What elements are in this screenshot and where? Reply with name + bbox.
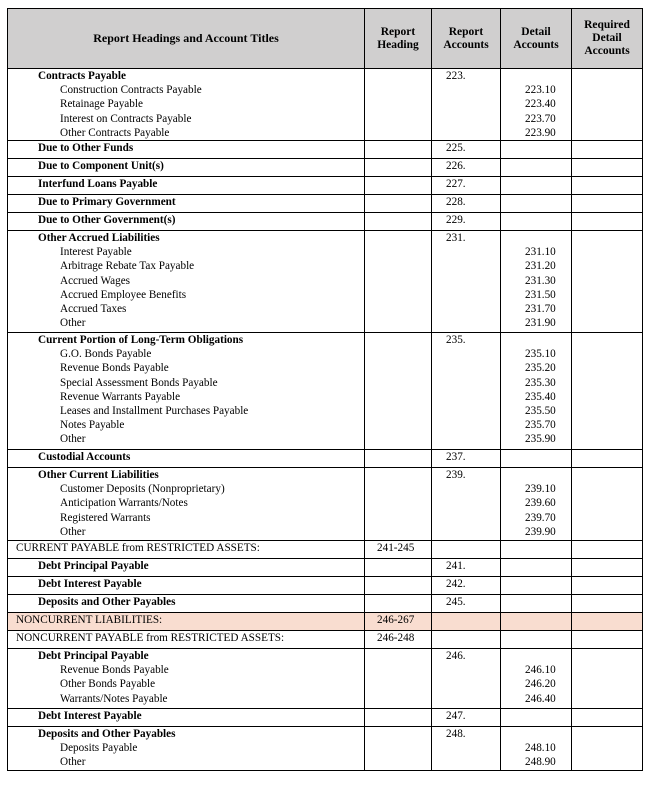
report-heading-cell: 241-245 — [365, 541, 432, 559]
report-account-cell: 239. — [432, 468, 501, 541]
cell-spacer — [525, 69, 571, 83]
account-title: Due to Other Funds — [38, 142, 134, 155]
detail-account-title: Accrued Wages — [60, 274, 131, 287]
detail-account-title: Leases and Installment Purchases Payable — [60, 405, 249, 418]
report-heading-cell — [365, 159, 432, 177]
detail-account-number: 246.10 — [525, 664, 556, 677]
report-account-cell: 231. — [432, 231, 501, 333]
detail-account-number: 235.50 — [525, 405, 556, 418]
detail-account-number: 223.10 — [525, 84, 556, 97]
detail-account-title: Revenue Warrants Payable — [60, 390, 181, 403]
report-heading-cell — [365, 141, 432, 159]
account-title-cell — [8, 141, 365, 159]
required-detail-cell — [572, 231, 643, 333]
detail-account-title: Deposits Payable — [60, 742, 138, 755]
account-title: Debt Principal Payable — [38, 650, 149, 663]
account-title-cell — [8, 69, 365, 141]
table-row — [8, 613, 643, 631]
report-account-cell: 241. — [432, 559, 501, 577]
detail-account-number: 231.90 — [525, 317, 556, 330]
required-detail-cell — [572, 333, 643, 450]
required-detail-cell — [572, 541, 643, 559]
table-row — [8, 231, 643, 333]
account-title: Contracts Payable — [38, 70, 126, 82]
report-heading-cell — [365, 649, 432, 709]
required-detail-cell — [572, 577, 643, 595]
account-title-cell — [8, 177, 365, 195]
detail-account-number: 246.20 — [525, 678, 556, 691]
table-row — [8, 141, 643, 159]
account-title-cell — [8, 631, 365, 649]
detail-account-title: Other — [60, 756, 86, 769]
report-heading-cell: 246-248 — [365, 631, 432, 649]
required-detail-cell — [572, 69, 643, 141]
detail-account-number: 235.70 — [525, 419, 556, 432]
report-heading-cell — [365, 195, 432, 213]
report-heading-cell: 246-267 — [365, 613, 432, 631]
detail-accounts-cell — [501, 159, 572, 177]
detail-accounts-cell — [501, 177, 572, 195]
required-detail-cell — [572, 141, 643, 159]
report-heading-cell — [365, 559, 432, 577]
cell-spacer — [525, 649, 571, 663]
account-title-cell — [8, 195, 365, 213]
report-heading-cell — [365, 727, 432, 771]
detail-accounts-cell — [501, 709, 572, 727]
report-account-cell — [432, 541, 501, 559]
detail-account-title: Anticipation Warrants/Notes — [60, 497, 188, 510]
detail-account-title: Revenue Bonds Payable — [60, 362, 169, 375]
header-required-detail-accounts: Required Detail Accounts — [572, 9, 643, 69]
account-title-cell — [8, 559, 365, 577]
section-heading: NONCURRENT PAYABLE from RESTRICTED ASSETS: — [16, 632, 285, 645]
report-account-cell: 229. — [432, 213, 501, 231]
table-row — [8, 195, 643, 213]
detail-accounts-cell — [501, 333, 572, 450]
report-account-cell: 246. — [432, 649, 501, 709]
table-row — [8, 69, 643, 141]
detail-accounts-cell — [501, 450, 572, 468]
table-row — [8, 213, 643, 231]
detail-account-number: 223.70 — [525, 112, 556, 125]
detail-account-title: Interest on Contracts Payable — [60, 112, 192, 125]
report-heading-cell — [365, 69, 432, 141]
report-account-cell: 247. — [432, 709, 501, 727]
detail-accounts-cell — [501, 141, 572, 159]
account-title-cell — [8, 595, 365, 613]
report-heading-cell — [365, 468, 432, 541]
table-row — [8, 450, 643, 468]
required-detail-cell — [572, 613, 643, 631]
detail-account-number: 239.70 — [525, 511, 556, 524]
detail-account-title: Other — [60, 433, 86, 446]
detail-account-title: Arbitrage Rebate Tax Payable — [60, 260, 195, 273]
account-title-cell — [8, 468, 365, 541]
account-title-cell — [8, 333, 365, 450]
detail-account-title: Customer Deposits (Nonproprietary) — [60, 483, 225, 496]
required-detail-cell — [572, 727, 643, 771]
report-heading-cell — [365, 333, 432, 450]
detail-account-title: Warrants/Notes Payable — [60, 692, 168, 705]
detail-account-title: Other — [60, 317, 86, 330]
report-account-cell: 228. — [432, 195, 501, 213]
report-account-cell: 227. — [432, 177, 501, 195]
required-detail-cell — [572, 159, 643, 177]
detail-accounts-cell — [501, 631, 572, 649]
detail-account-number: 231.30 — [525, 274, 556, 287]
detail-account-title: Accrued Taxes — [60, 303, 127, 316]
report-account-cell: 225. — [432, 141, 501, 159]
required-detail-cell — [572, 177, 643, 195]
table-row — [8, 559, 643, 577]
detail-accounts-cell — [501, 577, 572, 595]
account-title-cell — [8, 541, 365, 559]
account-title-cell — [8, 450, 365, 468]
chart-of-accounts-table — [7, 8, 643, 771]
detail-account-number: 246.40 — [525, 692, 556, 705]
detail-account-number: 235.30 — [525, 376, 556, 389]
header-report-accounts: Report Accounts — [432, 9, 501, 69]
required-detail-cell — [572, 195, 643, 213]
table-row — [8, 468, 643, 541]
table-row — [8, 177, 643, 195]
detail-account-title: Special Assessment Bonds Payable — [60, 376, 218, 389]
detail-account-title: Retainage Payable — [60, 98, 143, 111]
report-heading-cell — [365, 231, 432, 333]
detail-accounts-cell — [501, 649, 572, 709]
cell-spacer — [525, 468, 571, 482]
detail-account-title: Registered Warrants — [60, 511, 151, 524]
table-header — [8, 9, 643, 69]
report-account-cell — [432, 631, 501, 649]
account-title-cell — [8, 213, 365, 231]
table-row — [8, 709, 643, 727]
detail-account-number: 231.10 — [525, 246, 556, 259]
header-titles: Report Headings and Account Titles — [8, 9, 365, 69]
account-title: Due to Primary Government — [38, 196, 176, 209]
detail-account-number: 223.90 — [525, 126, 556, 139]
table-row — [8, 333, 643, 450]
detail-account-number: 235.20 — [525, 362, 556, 375]
account-title: Custodial Accounts — [38, 451, 131, 464]
detail-account-title: Revenue Bonds Payable — [60, 664, 169, 677]
detail-accounts-cell — [501, 613, 572, 631]
account-title: Debt Principal Payable — [38, 560, 149, 573]
detail-account-number: 235.40 — [525, 390, 556, 403]
required-detail-cell — [572, 559, 643, 577]
table-row — [8, 159, 643, 177]
detail-account-title: Interest Payable — [60, 246, 132, 259]
report-heading-cell — [365, 450, 432, 468]
report-heading-cell — [365, 595, 432, 613]
detail-account-number: 239.10 — [525, 483, 556, 496]
account-title: Debt Interest Payable — [38, 710, 142, 723]
table-row — [8, 541, 643, 559]
account-title: Other Accrued Liabilities — [38, 232, 160, 245]
detail-account-number: 248.90 — [525, 756, 556, 769]
section-heading: CURRENT PAYABLE from RESTRICTED ASSETS: — [16, 542, 260, 555]
required-detail-cell — [572, 468, 643, 541]
required-detail-cell — [572, 595, 643, 613]
detail-account-title: Construction Contracts Payable — [60, 84, 202, 97]
detail-accounts-cell — [501, 559, 572, 577]
required-detail-cell — [572, 709, 643, 727]
detail-account-number: 223.40 — [525, 98, 556, 111]
account-title: Current Portion of Long-Term Obligations — [38, 334, 244, 347]
table-row — [8, 649, 643, 709]
detail-accounts-cell — [501, 468, 572, 541]
detail-account-title: Other — [60, 525, 86, 538]
report-account-cell: 245. — [432, 595, 501, 613]
report-heading-cell — [365, 709, 432, 727]
detail-account-number: 248.10 — [525, 742, 556, 755]
account-title-cell — [8, 649, 365, 709]
header-report-heading: Report Heading — [365, 9, 432, 69]
detail-account-number: 231.20 — [525, 260, 556, 273]
detail-account-number: 235.10 — [525, 348, 556, 361]
account-title: Deposits and Other Payables — [38, 596, 176, 609]
detail-accounts-cell — [501, 595, 572, 613]
cell-spacer — [525, 727, 571, 741]
detail-accounts-cell — [501, 195, 572, 213]
report-account-cell — [432, 613, 501, 631]
detail-account-number: 231.50 — [525, 288, 556, 301]
detail-account-number: 235.90 — [525, 433, 556, 446]
account-title-cell — [8, 159, 365, 177]
account-title: Other Current Liabilities — [38, 469, 159, 482]
report-account-cell: 223. — [432, 69, 501, 141]
detail-account-number: 239.90 — [525, 525, 556, 538]
report-heading-cell — [365, 177, 432, 195]
table-row — [8, 631, 643, 649]
detail-account-title: Notes Payable — [60, 419, 125, 432]
account-title: Debt Interest Payable — [38, 578, 142, 591]
detail-account-title: Other Contracts Payable — [60, 126, 170, 139]
detail-account-number: 231.70 — [525, 303, 556, 316]
table-row — [8, 577, 643, 595]
detail-account-number: 239.60 — [525, 497, 556, 510]
detail-accounts-cell — [501, 231, 572, 333]
report-heading-cell — [365, 213, 432, 231]
table-row — [8, 595, 643, 613]
account-title-cell — [8, 577, 365, 595]
account-title-cell — [8, 709, 365, 727]
table-body — [8, 69, 643, 771]
detail-accounts-cell — [501, 541, 572, 559]
report-account-cell: 235. — [432, 333, 501, 450]
required-detail-cell — [572, 631, 643, 649]
section-heading: NONCURRENT LIABILITIES: — [16, 614, 163, 627]
table-row — [8, 727, 643, 771]
detail-accounts-cell — [501, 213, 572, 231]
detail-accounts-cell — [501, 69, 572, 141]
detail-accounts-cell — [501, 727, 572, 771]
header-detail-accounts: Detail Accounts — [501, 9, 572, 69]
report-account-cell: 237. — [432, 450, 501, 468]
account-title: Due to Component Unit(s) — [38, 160, 164, 173]
report-heading-cell — [365, 577, 432, 595]
detail-account-title: G.O. Bonds Payable — [60, 348, 152, 361]
account-title: Due to Other Government(s) — [38, 214, 176, 227]
account-title-cell — [8, 613, 365, 631]
account-title-cell — [8, 231, 365, 333]
required-detail-cell — [572, 213, 643, 231]
report-account-cell: 226. — [432, 159, 501, 177]
report-account-cell: 248. — [432, 727, 501, 771]
report-account-cell: 242. — [432, 577, 501, 595]
detail-account-title: Other Bonds Payable — [60, 678, 156, 691]
account-title-cell — [8, 727, 365, 771]
required-detail-cell — [572, 649, 643, 709]
cell-spacer — [525, 333, 571, 347]
account-title: Deposits and Other Payables — [38, 728, 176, 741]
required-detail-cell — [572, 450, 643, 468]
account-title: Interfund Loans Payable — [38, 178, 158, 191]
detail-account-title: Accrued Employee Benefits — [60, 288, 187, 301]
cell-spacer — [525, 231, 571, 245]
